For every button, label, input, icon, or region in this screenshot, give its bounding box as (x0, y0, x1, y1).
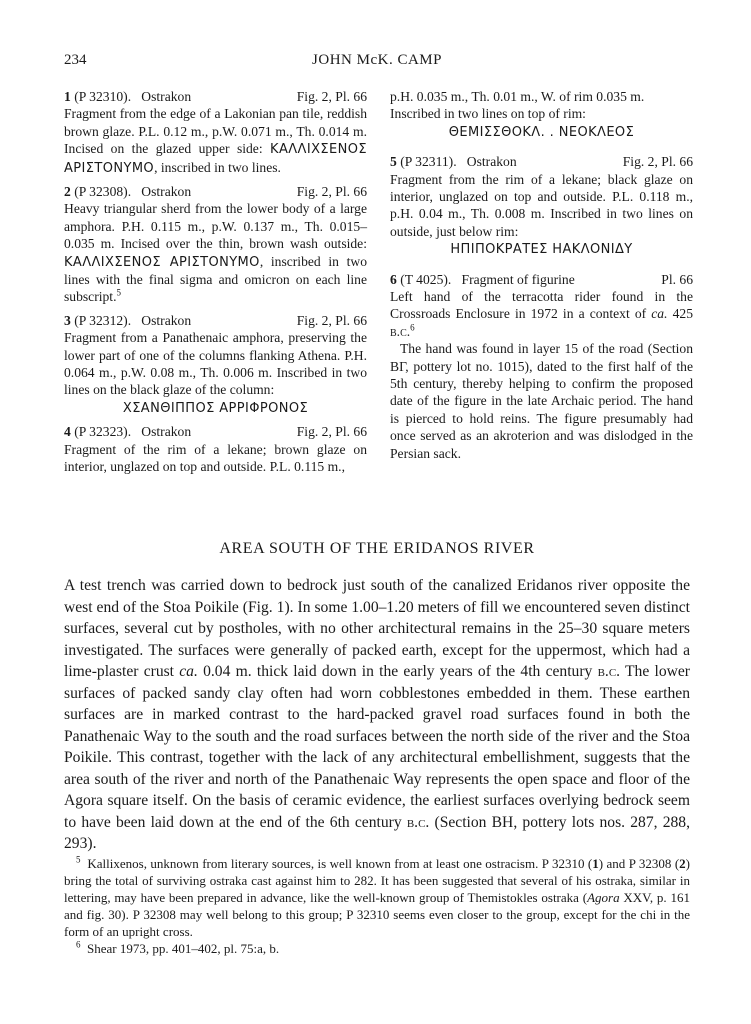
section-body (64, 575, 690, 855)
catalog-left-column (64, 88, 367, 481)
figure-reference: Fig. 2, Pl. 66 (622, 154, 693, 170)
greek-inscription: ΧΣΑΝΘΙΠΠΟΣ ΑΡΡΙΦΡΟΝΟΣ (122, 400, 309, 416)
entry-description: Fragment from the rim of a lekane; black glaze on interior, unglazed on top and outside. P.L. 0.118 m., p.H. 0.04 m., Th. 0.008 m. Inscribed in two lines on outside, just below rim: (390, 171, 693, 239)
entry-heading: 1 (P 32310). Ostrakon Fig. 2, Pl. 66 (64, 89, 367, 104)
entry-description: Left hand of the terracotta rider found in the Crossroads Enclosure in 1972 in a context of ca. 425 b.c.$^6$ (390, 289, 693, 339)
greek-inscription: ΗΠΙΠΟΚΡΑΤΕΣ ΗΑΚΛΟΝΙΔΥ (450, 242, 633, 258)
footnote-6: $^6$ Shear 1973, pp. 401–402, pl. 75:a, b. (76, 939, 280, 956)
figure-reference: Fig. 2, Pl. 66 (296, 424, 367, 440)
catalog-entry-5 (390, 153, 693, 258)
catalog-entry-2 (64, 183, 367, 306)
section-heading: AREA SOUTH OF THE ERIDANOS RIVER (219, 540, 535, 557)
entry-description-continued: p.H. 0.035 m., Th. 0.01 m., W. of rim 0.035 m. Inscribed in two lines on top of rim: (390, 89, 645, 122)
figure-reference: Fig. 2, Pl. 66 (296, 89, 367, 104)
footnotes (64, 855, 690, 957)
entry-description: Heavy triangular sherd from the lower body of a large amphora. P.H. 0.115 m., p.W. 0.137 m., Th. 0.015–0.035 m. Incised over the thin, brown wash outside: ΚΑΛΛΙΧΣΕΝΟΣ ΑΡΙΣΤΟΝΥΜΟ, inscribed in two lines with the final sigma and omicron on each line subscript.$^5$ (64, 201, 367, 305)
entry-heading: 4 (P 32323). Ostrakon Fig. 2, Pl. 66 (64, 424, 367, 440)
entry-heading: 6 (Τ 4025). Fragment of figurine Pl. 66 (390, 271, 693, 287)
entry-description: Fragment from the edge of a Lakonian pan tile, reddish brown glaze. P.L. 0.12 m., p.W. 0.071 m., Th. 0.014 m. Incised on the glazed upper side: ΚΑΛΛΙΧΣΕΝΟΣ ΑΡΙΣΤΟΝΥΜΟ, inscribed in two lines. (64, 106, 367, 176)
entry-description: Fragment from a Panathenaic amphora, preserving the lower part of one of the columns flanking Athena. P.H. 0.064 m., p.W. 0.08 m., Th. 0.006 m. Inscribed in two lines on the black glaze of the column: (64, 330, 367, 398)
running-head: JOHN McK. CAMP (312, 52, 442, 68)
greek-inscription: ΘΕΜΙΣΣΘΟΚΛ. . ΝΕΟΚΛΕΟΣ (448, 124, 635, 140)
catalog-entry-3 (64, 312, 367, 417)
catalog-right-column (390, 88, 693, 468)
footnote-5: $^5$ Kallixenos, unknown from literary sources, is well known from at least one ostracism. P 32310 (1) and P 32308 (2) bring the total of surviving ostraka cast against him to 282. It has been suggested that several of his ostraka, similar in lettering, may have been prepared in advance, like the well-known group of Themistokles ostraka (Agora XXV, p. 161 and fig. 30). P 32308 may well belong to this group; P 32310 seems even closer to the group, except for the chi in the form of an upright cross. (64, 854, 690, 939)
entry-heading: 2 (P 32308). Ostrakon Fig. 2, Pl. 66 (64, 184, 367, 200)
body-paragraph: A test trench was carried down to bedrock just south of the canalized Eridanos river opposite the west end of the Stoa Poikile (Fig. 1). In some 1.00–1.20 meters of fill we encountered seven distinct surfaces, several cut by postholes, with no other architectural remains in the 25–30 square meters investigated. The surfaces were generally of packed earth, except for the uppermost, which had a lime-plaster crust ca. 0.04 m. thick laid down in the early years of the 4th century b.c. The lower surfaces of packed sandy clay often had worn cobblestones embedded in them. These earthen surfaces are in marked contrast to the hard-packed gravel road surfaces found in both the Panathenaic Way to the south and the road surfaces between the north side of the river and the Stoa Poikile. This contrast, together with the lack of any architectural embellishment, suggests that the area south of the river and north of the Panathenaic Way represents the open space and floor of the Agora square itself. On the basis of ceramic evidence, the earliest surfaces overlying bedrock seem to have been laid down at the end of the 6th century b.c. (Section BH, pottery lots nos. 287, 288, 293). (64, 577, 690, 852)
figure-reference: Pl. 66 (661, 271, 693, 287)
entry-heading: 5 (P 32311). Ostrakon Fig. 2, Pl. 66 (390, 154, 693, 170)
footnote-marker[interactable]: 6 (410, 322, 415, 333)
entry-description: Fragment of the rim of a lekane; brown glaze on interior, unglazed on top and outside. P.L. 0.115 m., (64, 441, 367, 475)
catalog-entry-6 (390, 271, 693, 462)
greek-inscription: ΚΑΛΛΙΧΣΕΝΟΣ ΑΡΙΣΤΟΝΥΜΟ (64, 254, 260, 270)
figure-reference: Fig. 2, Pl. 66 (296, 312, 367, 328)
catalog-entry-1 (64, 88, 367, 177)
catalog-entry-4 (64, 423, 367, 475)
entry-heading: 3 (P 32312). Ostrakon Fig. 2, Pl. 66 (64, 312, 367, 328)
entry-paragraph: The hand was found in layer 15 of the road (Section ΒΓ, pottery lot no. 1015), dated to the first half of the 5th century, thereby helping to confirm the proposed date of the figure in the late Archaic period. The hand is pierced to hold reins. The figure presumably had once served as an akroterion and was dislodged in the Persian sack. (390, 341, 693, 461)
catalog-entry-4-continued (390, 88, 693, 141)
figure-reference: Fig. 2, Pl. 66 (296, 184, 367, 200)
greek-inscription: ΚΑΛΛΙΧΣΕΝΟΣ ΑΡΙΣΤΟΝΥΜΟ (64, 142, 367, 176)
page-number: 234 (64, 52, 87, 68)
page-header (64, 52, 690, 72)
footnote-marker[interactable]: 5 (116, 287, 121, 298)
